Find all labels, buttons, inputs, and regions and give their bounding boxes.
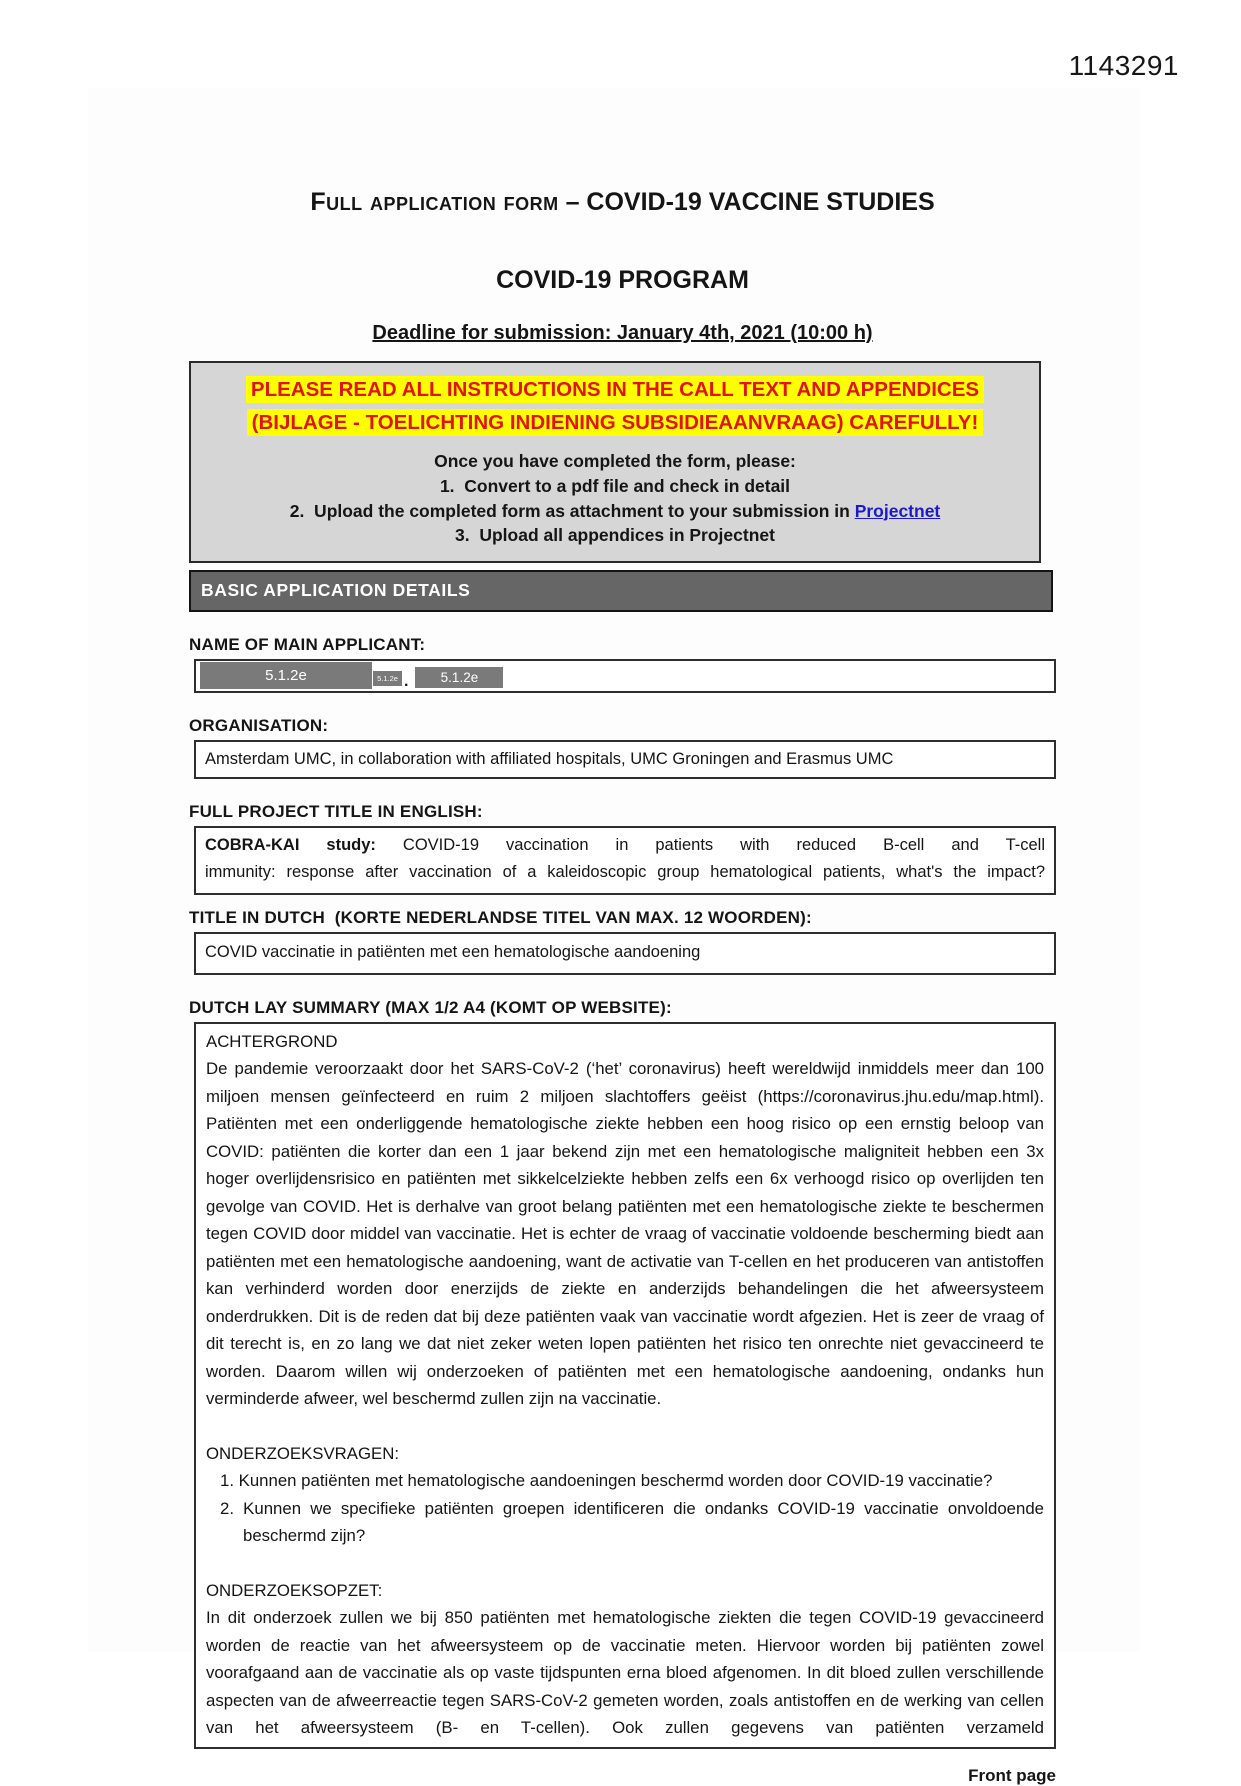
- spacer: [206, 1550, 1044, 1577]
- redaction-box: 5.1.2e: [415, 667, 503, 688]
- instructions-box: [189, 361, 1041, 563]
- warning-line-2: [200, 407, 1030, 440]
- project-title-english-field: [194, 826, 1056, 895]
- instruction-step-2: [200, 499, 1030, 524]
- redaction-box: 5.1.2e: [200, 662, 372, 689]
- summary-design-heading: ONDERZOEKSOPZET:: [206, 1580, 383, 1600]
- redaction-separator: .: [404, 672, 409, 690]
- lay-summary-field: [194, 1022, 1056, 1749]
- warning-highlight-text: PLEASE READ ALL INSTRUCTIONS IN THE CALL TEXT AND APPENDICES: [246, 376, 984, 403]
- form-page: [189, 188, 1056, 1786]
- program-title: COVID-19 PROGRAM: [496, 266, 749, 294]
- instructions-intro: Once you have completed the form, please:: [434, 451, 796, 471]
- warning-highlight-text: (BIJLAGE - TOELICHTING INDIENING SUBSIDIEAANVRAAG) CAREFULLY!: [247, 409, 984, 436]
- projectnet-link[interactable]: Projectnet: [854, 500, 941, 521]
- summary-background-heading: ACHTERGROND: [206, 1031, 338, 1051]
- summary-design-text: In dit onderzoek zullen we bij 850 patiënten met hematologische ziekten die tegen COVID-19 gevaccineerd worden de reactie van het afweersysteem op de vaccinatie meten. Hiervoor worden bij patiënten zowel voorafgaand aan de vaccinatie als op vaste tijdspunten erna bloed afgenomen. In dit bloed zullen verschillende aspecten van de afweerreactie tegen SARS-CoV-2 gemeten worden, zoals antistoffen en de werking van cellen van het afweersysteem (B- en T-cellen). Ook zullen gegevens van patiënten verzameld: [206, 1608, 1044, 1737]
- form-title: [189, 188, 1056, 217]
- project-title-bold-part: COBRA-KAI study:: [205, 835, 376, 854]
- applicant-name-label: NAME OF MAIN APPLICANT:: [189, 634, 426, 654]
- lay-summary-label: DUTCH LAY SUMMARY (MAX 1/2 A4 (KOMT OP WEBSITE):: [189, 997, 672, 1017]
- title-dutch-label: TITLE IN DUTCH (KORTE NEDERLANDSE TITEL VAN MAX. 12 WOORDEN):: [189, 907, 812, 927]
- organisation-field: Amsterdam UMC, in collaboration with affiliated hospitals, UMC Groningen and Erasmus UMC: [194, 740, 1056, 779]
- project-title-line-1-rest: COVID-19 vaccination in patients with reduced B-cell and T-cell: [375, 835, 1045, 854]
- applicant-name-field: [194, 659, 1056, 693]
- redaction-box: 5.1.2e: [373, 671, 402, 686]
- project-title-line-1: [205, 832, 1045, 859]
- section-header-basic-application-details: BASIC APPLICATION DETAILS: [189, 570, 1053, 612]
- research-question-2: 2. Kunnen we specifieke patiënten groepen identificeren die ondanks COVID-19 vaccinatie onvoldoende beschermd zijn?: [220, 1498, 1044, 1545]
- document-id-number: 1143291: [1068, 50, 1179, 81]
- instruction-step-1: 1. Convert to a pdf file and check in detail: [439, 476, 791, 496]
- summary-background-text: De pandemie veroorzaakt door het SARS-CoV-2 (‘het’ coronavirus) heeft wereldwijd inmiddels meer dan 100 miljoen mensen geïnfecteerd en ruim 2 miljoen slachtoffers geëist (https://coronavirus.jhu.edu/map.html). Patiënten met een onderliggende hematologische ziekte hebben een hoog risico op een ernstig beloop van COVID: patiënten die korter dan een 1 jaar bekend zijn met een hematologische maligniteit hebben een 3x hoger overlijdensrisico en patiënten met sikkelcelziekte hebben zelfs een 6x verhoogd risico op overlijden ten gevolge van COVID. Het is derhalve van groot belang patiënten met een hematologische ziekte te beschermen tegen COVID door middel van vaccinatie. Het is echter de vraag of vaccinatie voldoende bescherming biedt aan patiënten met een hematologische aandoening, want de activatie van T-cellen en het produceren van antistoffen kan verhinderd worden door enerzijds de ziekte en anderzijds behandelingen die het afweersysteem onderdrukken. Dit is de reden dat bij deze patiënten vaak van vaccinatie wordt afgezien. Het is zeer de vraag of dit terecht is, en zo lang we dat niet zeker weten lopen patiënten het risico ten onrechte niet gevaccineerd te worden. Daarom willen wij onderzoeken of patiënten met een hematologische aandoening, ondanks hun verminderde afweer, wel beschermd zullen zijn na vaccinatie.: [206, 1059, 1044, 1408]
- form-title-smallcaps: Full application form: [310, 188, 559, 216]
- front-page-footer: Front page: [968, 1765, 1056, 1785]
- spacer: [206, 1413, 1044, 1440]
- instruction-step-3: 3. Upload all appendices in Projectnet: [455, 525, 775, 545]
- instruction-step-2-text: 2. Upload the completed form as attachment to your submission in: [289, 500, 855, 521]
- title-dutch-field: COVID vaccinatie in patiënten met een hematologische aandoening: [194, 932, 1056, 975]
- research-question-1: 1. Kunnen patiënten met hematologische aandoeningen beschermd worden door COVID-19 vaccinatie?: [220, 1471, 993, 1490]
- warning-line-1: [200, 374, 1030, 407]
- form-title-rest: – COVID-19 VACCINE STUDIES: [558, 188, 935, 216]
- organisation-label: ORGANISATION:: [189, 715, 329, 735]
- project-title-line-2: immunity: response after vaccination of a kaleidoscopic group hematological patients, what's the impact?: [205, 862, 1045, 881]
- submission-deadline: Deadline for submission: January 4th, 2021 (10:00 h): [372, 322, 873, 344]
- project-title-english-label: FULL PROJECT TITLE IN ENGLISH:: [189, 801, 483, 821]
- summary-questions-heading: ONDERZOEKSVRAGEN:: [206, 1443, 400, 1463]
